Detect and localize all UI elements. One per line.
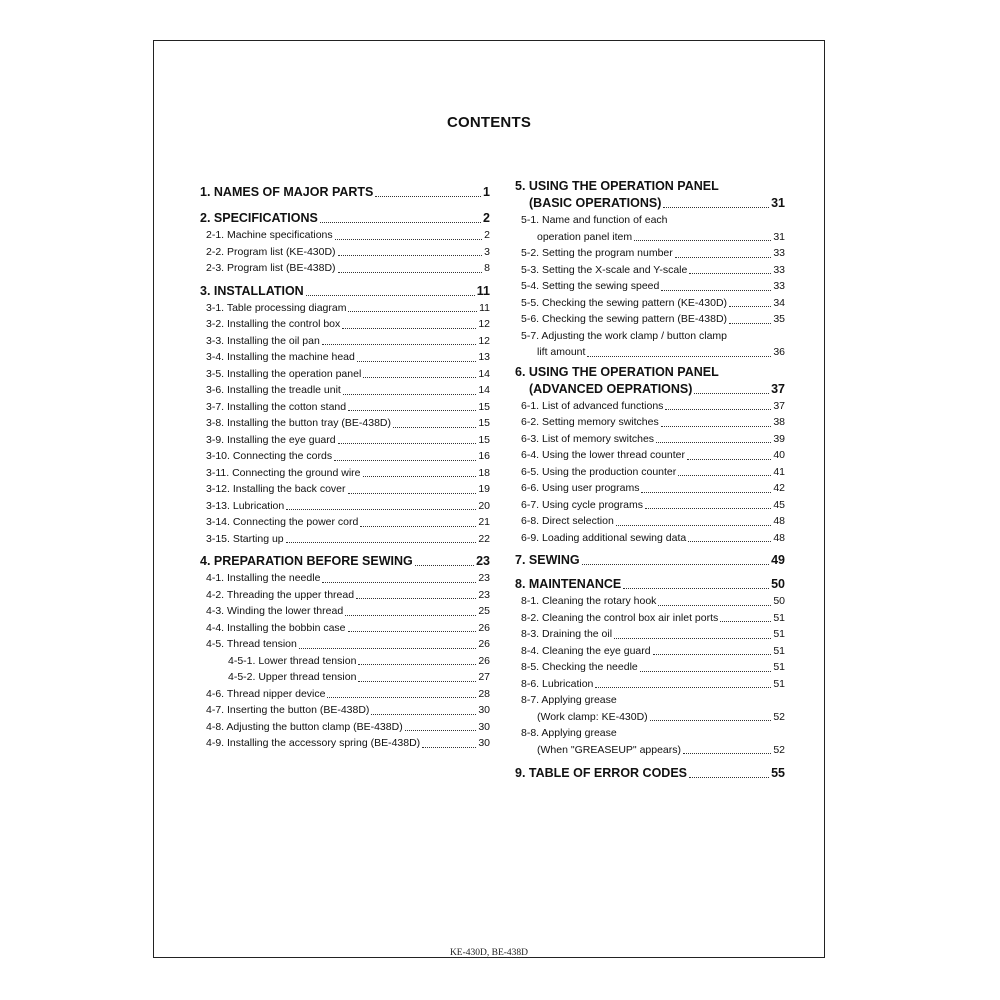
toc-item-page: 20: [478, 499, 490, 512]
toc-item-label: 4-8. Adjusting the button clamp (BE-438D): [206, 720, 403, 733]
toc-item-page: 30: [478, 720, 490, 733]
toc-item-page: 26: [478, 638, 490, 650]
toc-item-label: 3-12. Installing the back cover: [206, 483, 346, 495]
toc-section-5[interactable]: (BASIC OPERATIONS) 31: [529, 196, 785, 210]
toc-item-label: 3-13. Lubrication: [206, 499, 285, 512]
toc-item-page: 51: [773, 644, 785, 657]
toc-item-page: 33: [773, 247, 785, 259]
toc-item[interactable]: [200, 686, 490, 703]
toc-section-6[interactable]: (ADVANCED OEPRATIONS) 37: [529, 381, 785, 396]
toc-item[interactable]: [200, 719, 490, 736]
toc-item-label: 2-3. Program list (BE-438D): [206, 262, 336, 274]
toc-section-5-heading: 5. USING THE OPERATION PANEL: [515, 179, 719, 193]
toc-section-6-heading: 6. USING THE OPERATION PANEL: [515, 364, 719, 379]
toc-item-label: 4-2. Threading the upper thread: [206, 588, 355, 601]
toc-item[interactable]: [515, 643, 785, 660]
toc-item-page: 23: [478, 588, 490, 601]
toc-item[interactable]: [515, 398, 785, 415]
toc-item-page: 16: [478, 450, 490, 462]
toc-section-2[interactable]: 2. SPECIFICATIONS 2: [200, 211, 490, 225]
toc-item-label: 4-4. Installing the bobbin case: [206, 621, 346, 634]
toc-item-label: 4-3. Winding the lower thread: [206, 605, 344, 617]
toc-item[interactable]: [200, 531, 490, 548]
toc-item-page: 51: [773, 677, 785, 690]
toc-item[interactable]: [200, 514, 490, 531]
toc-item-label: 3-9. Installing the eye guard: [206, 433, 336, 446]
toc-item[interactable]: [515, 431, 785, 448]
toc-item[interactable]: [515, 414, 785, 431]
toc-item[interactable]: [515, 530, 785, 547]
toc-item[interactable]: [200, 415, 490, 432]
toc-item-label: 4-7. Inserting the button (BE-438D): [206, 704, 370, 716]
toc-item-label: 2-1. Machine specifications: [206, 229, 333, 241]
toc-item-label: 4-5. Thread tension: [206, 638, 297, 650]
toc-item-page: 51: [773, 628, 785, 640]
toc-item[interactable]: [200, 382, 490, 399]
toc-item-label: 4-9. Installing the accessory spring (BE-438D): [206, 737, 421, 749]
toc-item-label: 5-4. Setting the sewing speed: [521, 280, 660, 292]
toc-item[interactable]: [515, 659, 785, 676]
toc-item-page: 18: [478, 466, 490, 479]
toc-item-page: 15: [478, 400, 490, 413]
toc-item-page: 13: [478, 351, 490, 363]
toc-item-label: 6-3. List of memory switches: [521, 432, 655, 445]
toc-item-label: 6-4. Using the lower thread counter: [521, 449, 686, 461]
toc-item-label: 8-6. Lubrication: [521, 677, 594, 690]
toc-item[interactable]: [515, 278, 785, 295]
toc-item-label: 3-1. Table processing diagram: [206, 301, 347, 314]
document-page: [153, 40, 825, 958]
toc-item[interactable]: [515, 447, 785, 464]
toc-item-label: 3-6. Installing the treadle unit: [206, 384, 341, 396]
toc-item-page: 51: [773, 611, 785, 624]
toc-section-6-items: [515, 398, 785, 547]
toc-item-page: 25: [478, 605, 490, 617]
toc-item[interactable]: [515, 295, 785, 312]
page-footer: KE-430D, BE-438D: [449, 948, 529, 958]
toc-left-column: [200, 184, 490, 752]
toc-item[interactable]: [515, 513, 785, 530]
page-title: CONTENTS: [446, 114, 532, 131]
toc-item-page: 15: [478, 417, 490, 429]
toc-item[interactable]: [200, 227, 490, 244]
toc-item-label: 6-7. Using cycle programs: [521, 498, 643, 511]
toc-item-label: 4-5-1. Lower thread tension: [228, 654, 357, 667]
toc-item-page: 39: [773, 432, 785, 445]
toc-item-label: 8-5. Checking the needle: [521, 661, 638, 673]
toc-item-page: 41: [773, 465, 785, 478]
toc-item-label: 5-6. Checking the sewing pattern (BE-438D): [521, 313, 728, 325]
toc-item[interactable]: [200, 653, 490, 670]
toc-item-label: 3-2. Installing the control box: [206, 318, 341, 330]
toc-item-page: 14: [478, 384, 490, 396]
toc-item-page: 11: [479, 301, 490, 314]
toc-item[interactable]: [515, 245, 785, 262]
toc-item[interactable]: [200, 636, 490, 653]
toc-item-page: 33: [773, 280, 785, 292]
toc-item-8-7[interactable]: (Work clamp: KE-430D) 52: [537, 710, 785, 723]
toc-item[interactable]: [200, 316, 490, 333]
toc-item[interactable]: [515, 464, 785, 481]
toc-item[interactable]: [200, 244, 490, 261]
toc-item-page: 42: [773, 482, 785, 494]
toc-section-1[interactable]: 1. NAMES OF MAJOR PARTS 1: [200, 185, 490, 199]
toc-item[interactable]: [200, 260, 490, 277]
toc-item[interactable]: [200, 366, 490, 383]
toc-item-page: 26: [478, 654, 490, 667]
toc-item-label: 6-9. Loading additional sewing data: [521, 531, 687, 544]
toc-item[interactable]: [515, 610, 785, 627]
toc-item[interactable]: [200, 498, 490, 515]
toc-item-page: 28: [478, 687, 490, 700]
toc-item-page: 45: [773, 498, 785, 511]
toc-item-page: 30: [478, 704, 490, 716]
toc-item-page: 12: [478, 334, 490, 347]
toc-item-page: 2: [484, 229, 490, 241]
toc-item-label: 8-4. Cleaning the eye guard: [521, 644, 651, 657]
toc-item-page: 12: [478, 318, 490, 330]
toc-item-page: 26: [478, 621, 490, 634]
toc-item-page: 34: [773, 296, 785, 309]
toc-item-label: 3-14. Connecting the power cord: [206, 516, 359, 528]
toc-item-page: 48: [773, 531, 785, 544]
toc-item-page: 35: [773, 313, 785, 325]
toc-item-page: 27: [478, 671, 490, 683]
toc-item-page: 40: [773, 449, 785, 461]
toc-item-5-7[interactable]: lift amount 36: [537, 346, 785, 358]
toc-item-page: 21: [478, 516, 490, 528]
toc-item[interactable]: [515, 593, 785, 610]
toc-item-label: 6-8. Direct selection: [521, 515, 614, 527]
toc-item-label: 4-5-2. Upper thread tension: [228, 671, 357, 683]
toc-section-4[interactable]: 4. PREPARATION BEFORE SEWING 23: [200, 554, 490, 568]
toc-item[interactable]: [200, 465, 490, 482]
toc-item[interactable]: [200, 349, 490, 366]
toc-item[interactable]: [200, 702, 490, 719]
toc-item-8-8[interactable]: (When "GREASEUP" appears) 52: [537, 743, 785, 756]
toc-item-label: 4-1. Installing the needle: [206, 572, 321, 584]
toc-item-page: 50: [773, 595, 785, 607]
toc-section-4-items: [200, 570, 490, 752]
toc-item-label: 3-5. Installing the operation panel: [206, 367, 362, 380]
toc-item-label: 5-3. Setting the X-scale and Y-scale: [521, 263, 688, 276]
toc-item[interactable]: [200, 587, 490, 604]
toc-item-label: 6-5. Using the production counter: [521, 465, 677, 478]
toc-section-7[interactable]: 7. SEWING 49: [515, 553, 785, 567]
toc-item-page: 48: [773, 515, 785, 527]
toc-item-label: 5-5. Checking the sewing pattern (KE-430D): [521, 296, 728, 309]
toc-item-label: 4-6. Thread nipper device: [206, 687, 326, 700]
toc-section-2-items: [200, 227, 490, 277]
toc-item-label: 3-10. Connecting the cords: [206, 450, 333, 462]
toc-item-label: 3-7. Installing the cotton stand: [206, 400, 347, 413]
toc-item[interactable]: [200, 669, 490, 686]
toc-item-page: 15: [478, 433, 490, 446]
toc-item-label: 8-3. Draining the oil: [521, 628, 613, 640]
toc-item[interactable]: [515, 626, 785, 643]
toc-item-5-1-heading: 5-1. Name and function of each: [521, 214, 668, 226]
toc-item-label: 3-4. Installing the machine head: [206, 351, 355, 363]
toc-item-label: 2-2. Program list (KE-430D): [206, 245, 336, 258]
toc-item-page: 19: [478, 483, 490, 495]
toc-item[interactable]: [200, 481, 490, 498]
toc-item-label: 3-3. Installing the oil pan: [206, 334, 320, 347]
toc-item[interactable]: [200, 735, 490, 752]
toc-item-5-1[interactable]: operation panel item 31: [537, 230, 785, 243]
toc-item-label: 3-11. Connecting the ground wire: [206, 466, 361, 479]
toc-item-page: 23: [478, 572, 490, 584]
toc-item-page: 37: [773, 399, 785, 412]
toc-item[interactable]: [200, 333, 490, 350]
toc-item-label: 8-2. Cleaning the control box air inlet ports: [521, 611, 719, 624]
toc-section-5-items: [515, 245, 785, 328]
toc-item-page: 38: [773, 416, 785, 428]
toc-right-column: [515, 178, 785, 782]
toc-item[interactable]: [200, 603, 490, 620]
toc-item-page: 8: [484, 262, 490, 274]
toc-item[interactable]: [515, 676, 785, 693]
toc-item-label: 6-2. Setting memory switches: [521, 416, 659, 428]
toc-item-label: 6-6. Using user programs: [521, 482, 640, 494]
toc-item-page: 3: [484, 245, 490, 258]
toc-item[interactable]: [200, 300, 490, 317]
toc-section-3-items: [200, 300, 490, 548]
toc-item[interactable]: [515, 497, 785, 514]
toc-item-label: 8-1. Cleaning the rotary hook: [521, 595, 657, 607]
toc-item[interactable]: [515, 262, 785, 279]
toc-item-page: 51: [773, 661, 785, 673]
toc-section-3[interactable]: 3. INSTALLATION 11: [200, 283, 490, 298]
toc-item-label: 5-2. Setting the program number: [521, 247, 673, 259]
toc-item-page: 14: [478, 367, 490, 380]
toc-item[interactable]: [515, 480, 785, 497]
toc-item[interactable]: [515, 311, 785, 328]
toc-section-9[interactable]: 9. TABLE OF ERROR CODES 55: [515, 766, 785, 780]
toc-item[interactable]: [200, 399, 490, 416]
toc-item-page: 22: [478, 532, 490, 545]
toc-item-8-7-heading: 8-7. Applying grease: [521, 694, 617, 706]
toc-item-label: 6-1. List of advanced functions: [521, 399, 664, 412]
toc-item[interactable]: [200, 448, 490, 465]
toc-item[interactable]: [200, 432, 490, 449]
toc-item-8-8-heading: 8-8. Applying grease: [521, 727, 617, 739]
toc-item[interactable]: [200, 620, 490, 637]
toc-section-8-items: [515, 593, 785, 692]
toc-item[interactable]: [200, 570, 490, 587]
toc-item-label: 3-15. Starting up: [206, 532, 284, 545]
toc-section-8[interactable]: 8. MAINTENANCE 50: [515, 577, 785, 591]
toc-item-label: 3-8. Installing the button tray (BE-438D): [206, 417, 392, 429]
toc-item-page: 30: [478, 737, 490, 749]
toc-item-page: 33: [773, 263, 785, 276]
toc-item-5-7-heading: 5-7. Adjusting the work clamp / button clamp: [521, 329, 728, 342]
